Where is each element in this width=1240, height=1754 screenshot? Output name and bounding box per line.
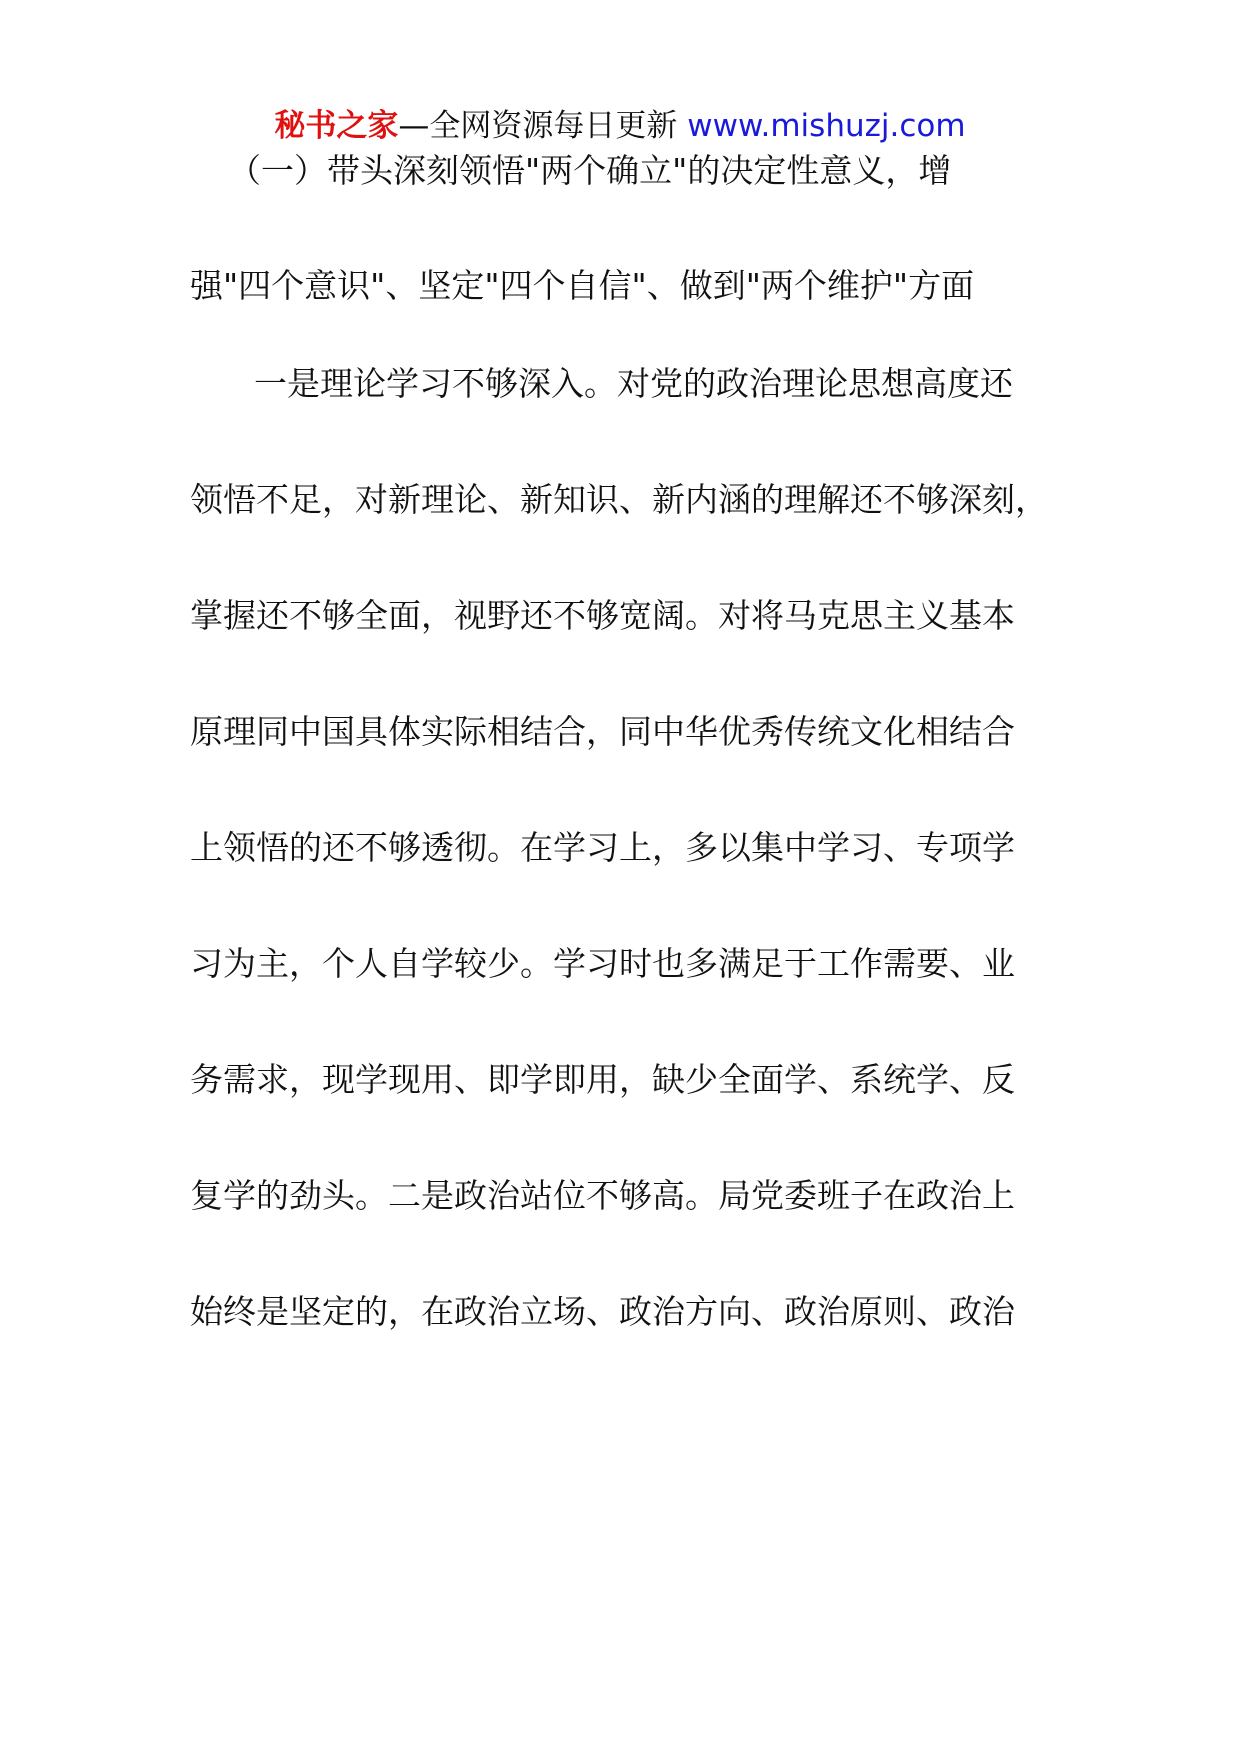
section-heading-line-1: （一）带头深刻领悟"两个确立"的决定性意义，增	[228, 151, 952, 190]
site-url-link[interactable]: www.mishuzj.com	[687, 108, 966, 144]
paragraph-line: 务需求，现学现用、即学即用，缺少全面学、系统学、反	[190, 1060, 1015, 1099]
paragraph-line: 原理同中国具体实际相结合，同中华优秀传统文化相结合	[190, 712, 1015, 751]
section-heading-line-2: 强"四个意识"、坚定"四个自信"、做到"两个维护"方面	[190, 266, 975, 305]
paragraph-line: 始终是坚定的，在政治立场、政治方向、政治原则、政治	[190, 1292, 1015, 1331]
site-header	[0, 100, 1240, 152]
paragraph-line: 领悟不足，对新理论、新知识、新内涵的理解还不够深刻，	[190, 480, 1048, 519]
paragraph-line: 习为主，个人自学较少。学习时也多满足于工作需要、业	[190, 944, 1015, 983]
paragraph-line: 掌握还不够全面，视野还不够宽阔。对将马克思主义基本	[190, 596, 1015, 635]
brand-name: 秘书之家	[274, 108, 399, 144]
paragraph-line: 上领悟的还不够透彻。在学习上，多以集中学习、专项学	[190, 828, 1015, 867]
paragraph-line: 复学的劲头。二是政治站位不够高。局党委班子在政治上	[190, 1176, 1015, 1215]
paragraph-line: 一是理论学习不够深入。对党的政治理论思想高度还	[254, 364, 1013, 403]
header-tagline: —全网资源每日更新	[398, 108, 688, 144]
